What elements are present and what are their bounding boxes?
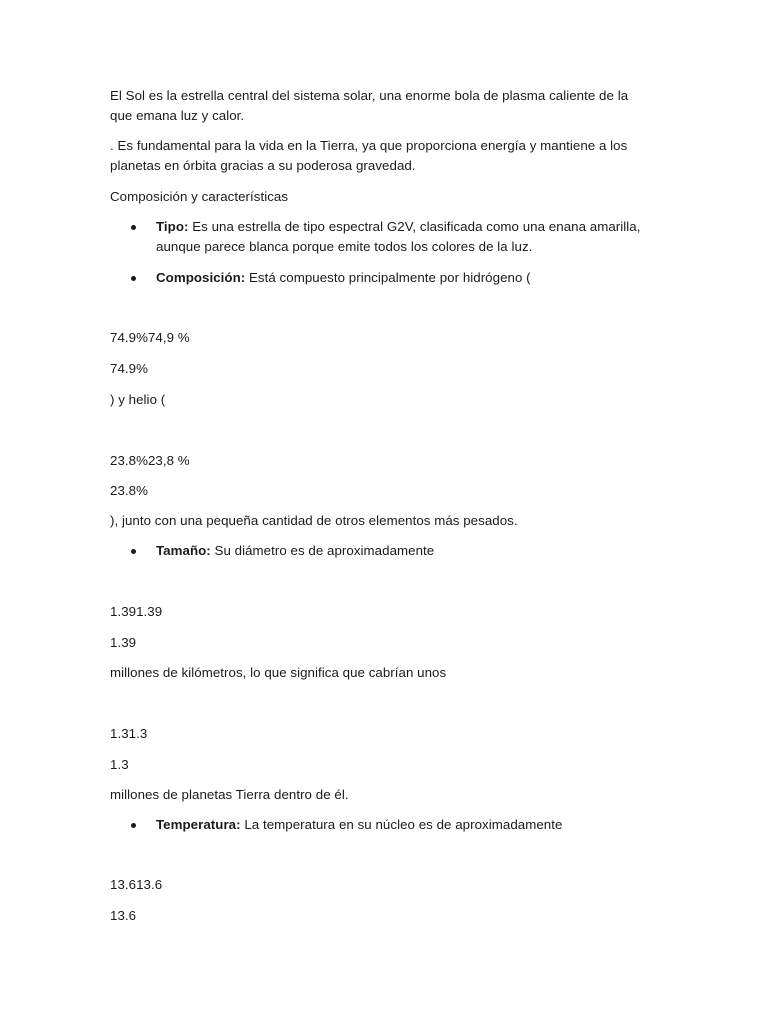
temperature-duplicate: 13.613.6 <box>110 877 163 892</box>
intro-line-1: El Sol es la estrella central del sistema solar, una enorme bola de plasma caliente de la <box>110 88 629 103</box>
bullet-temperatura <box>156 815 562 835</box>
bullet-tamano <box>156 541 434 561</box>
helium-duplicate: 23.8%23,8 % <box>110 453 190 468</box>
temperature-value: 13.6 <box>110 908 137 923</box>
bullet-temperatura-text: La temperatura en su núcleo es de aproximadamente <box>240 817 563 832</box>
bullet-tipo-label: Tipo: <box>156 219 189 234</box>
bullet-composicion-label: Composición: <box>156 270 246 285</box>
diameter-value: 1.39 <box>110 635 137 650</box>
fundamental-line-2: planetas en órbita gracias a su poderosa gravedad. <box>110 158 416 173</box>
bullet-dot-icon <box>131 823 136 828</box>
intro-line-2: que emana luz y calor. <box>110 108 245 123</box>
bullet-dot-icon <box>131 549 136 554</box>
fundamental-line-1: . Es fundamental para la vida en la Tierra, ya que proporciona energía y mantiene a los <box>110 138 628 153</box>
earths-tail: millones de planetas Tierra dentro de él. <box>110 787 349 802</box>
bullet-tamano-label: Tamaño: <box>156 543 211 558</box>
bullet-tipo-line-1 <box>156 217 640 237</box>
bullet-tamano-text: Su diámetro es de aproximadamente <box>210 543 435 558</box>
helium-lead: ) y helio ( <box>110 392 166 407</box>
bullet-temperatura-label: Temperatura: <box>156 817 241 832</box>
bullet-tipo-text: Es una estrella de tipo espectral G2V, clasificada como una enana amarilla, <box>188 219 641 234</box>
other-elements-line: ), junto con una pequeña cantidad de otros elementos más pesados. <box>110 513 518 528</box>
bullet-composicion-text: Está compuesto principalmente por hidrógeno ( <box>245 270 531 285</box>
section-heading: Composición y características <box>110 189 289 204</box>
hydrogen-duplicate: 74.9%74,9 % <box>110 330 190 345</box>
hydrogen-value: 74.9% <box>110 361 148 376</box>
diameter-duplicate: 1.391.39 <box>110 604 163 619</box>
diameter-tail: millones de kilómetros, lo que significa que cabrían unos <box>110 665 447 680</box>
helium-value: 23.8% <box>110 483 148 498</box>
bullet-composicion <box>156 268 531 288</box>
earths-duplicate: 1.31.3 <box>110 726 148 741</box>
bullet-dot-icon <box>131 225 136 230</box>
earths-value: 1.3 <box>110 757 129 772</box>
bullet-dot-icon <box>131 276 136 281</box>
bullet-tipo-line-2: aunque parece blanca porque emite todos los colores de la luz. <box>156 239 533 254</box>
